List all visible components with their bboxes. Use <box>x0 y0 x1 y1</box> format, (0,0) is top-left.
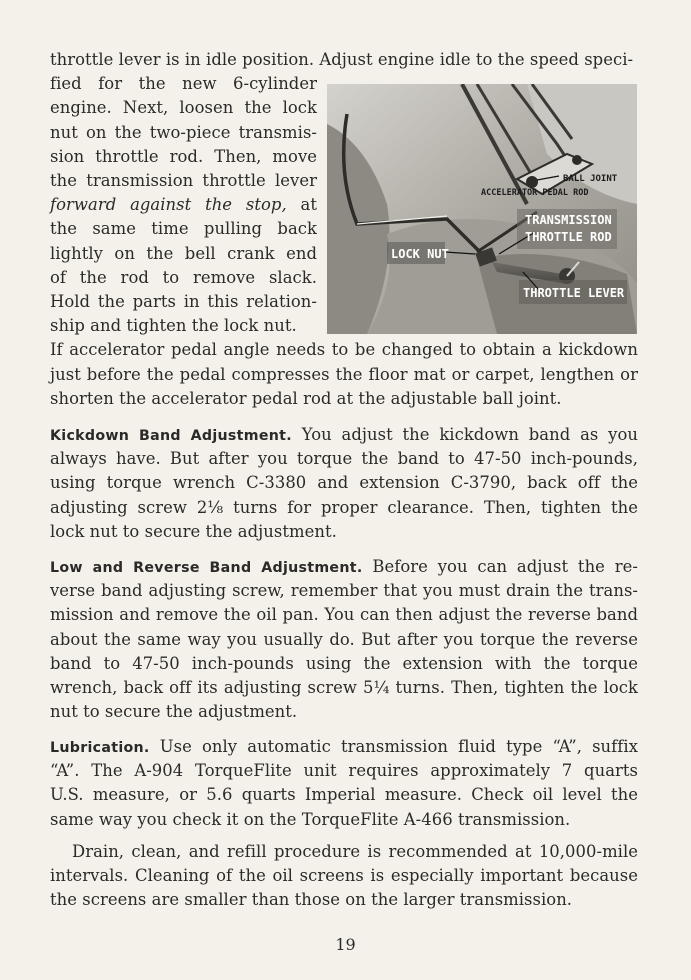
throttle-lever-label: THROTTLE LEVER <box>523 286 625 300</box>
transmission-label: TRANSMISSION <box>525 213 612 227</box>
accelerator-rod-label: ACCELERATOR PEDAL ROD <box>481 188 589 198</box>
low-reverse-heading: Low and Reverse Band Adjustment. <box>50 560 363 576</box>
intro-first-line: throttle lever is in idle position. Adjust engine idle to the speed speci- <box>50 50 634 69</box>
intro-line-tail: at <box>300 195 317 215</box>
intro-line: sion throttle rod. Then, move <box>50 146 317 166</box>
intro-line: the transmission throttle lever <box>50 170 317 190</box>
intro-line: engine. Next, loosen the lock <box>50 98 317 118</box>
kickdown-line: adjusting screw 2⅛ turns for proper clearance. Then, tighten the <box>50 497 638 517</box>
drain-section <box>50 840 638 913</box>
lubrication-line: “A”. The A-904 TorqueFlite unit requires approximately 7 quarts <box>50 761 638 781</box>
intro-line: fied for the new 6-cylinder <box>50 74 317 94</box>
kickdown-first-line <box>50 423 638 447</box>
kickdown-line: always have. But after you torque the band to 47-50 inch-pounds, <box>50 449 638 469</box>
lubrication-heading: Lubrication. <box>50 740 150 756</box>
low-reverse-first-line <box>50 555 638 579</box>
ball-joint-label: BALL JOINT <box>563 174 618 184</box>
linkage-illustration <box>327 84 637 334</box>
intro-bottom-line: If accelerator pedal angle needs to be changed to obtain a kickdown <box>50 340 638 360</box>
intro-line: Hold the parts in this relation- <box>50 291 317 311</box>
lubrication-line: same way you check it on the TorqueFlite A-466 transmission. <box>50 809 571 829</box>
intro-line: of the rod to remove slack. <box>50 267 317 287</box>
drain-line: the screens are smaller than those on the larger transmission. <box>50 890 573 910</box>
lubrication-section <box>50 735 638 832</box>
intro-line: nut on the two-piece transmis- <box>50 122 317 142</box>
drain-line: intervals. Cleaning of the oil screens is especially important because <box>50 866 638 886</box>
intro-line-italic <box>50 193 317 217</box>
throttle-linkage-photo <box>327 84 637 334</box>
drain-line: Drain, clean, and refill procedure is recommended at 10,000-mile <box>72 842 638 861</box>
low-reverse-first-text: Before you can adjust the re- <box>372 557 638 576</box>
kickdown-section <box>50 423 638 544</box>
kickdown-first-text: You adjust the kickdown band as you <box>301 425 638 444</box>
lubrication-first-text: Use only automatic transmission fluid type “A”, suffix <box>159 737 638 756</box>
kickdown-line: lock nut to secure the adjustment. <box>50 521 337 541</box>
lubrication-first-line <box>50 735 638 759</box>
kickdown-line: using torque wrench C-3380 and extension C-3790, back off the <box>50 473 638 493</box>
low-reverse-line: about the same way you usually do. But after you torque the reverse <box>50 629 638 649</box>
intro-continuation <box>50 338 638 411</box>
intro-bottom-line: just before the pedal compresses the floor mat or carpet, lengthen or <box>50 364 638 384</box>
intro-line: the same time pulling back <box>50 219 317 239</box>
page-number: 19 <box>335 935 356 954</box>
italic-phrase: forward against the stop, <box>50 195 287 215</box>
lubrication-line: U.S. measure, or 5.6 quarts Imperial measure. Check oil level the <box>50 785 638 805</box>
low-reverse-line: wrench, back off its adjusting screw 5¼ turns. Then, tighten the lock <box>50 677 638 697</box>
low-reverse-section <box>50 555 638 724</box>
intro-bottom-line: shorten the accelerator pedal rod at the adjustable ball joint. <box>50 388 562 408</box>
low-reverse-line: band to 47-50 inch-pounds using the extension with the torque <box>50 653 638 673</box>
low-reverse-line: verse band adjusting screw, remember that you must drain the trans- <box>50 581 638 601</box>
low-reverse-line: mission and remove the oil pan. You can then adjust the reverse band <box>50 605 638 625</box>
kickdown-heading: Kickdown Band Adjustment. <box>50 428 292 444</box>
intro-line: lightly on the bell crank end <box>50 243 317 263</box>
lock-nut-label: LOCK NUT <box>391 247 449 261</box>
intro-line: ship and tighten the lock nut. <box>50 316 297 336</box>
throttle-rod-label: THROTTLE ROD <box>525 230 612 244</box>
low-reverse-line: nut to secure the adjustment. <box>50 702 298 722</box>
intro-wrapped-text <box>50 72 317 338</box>
